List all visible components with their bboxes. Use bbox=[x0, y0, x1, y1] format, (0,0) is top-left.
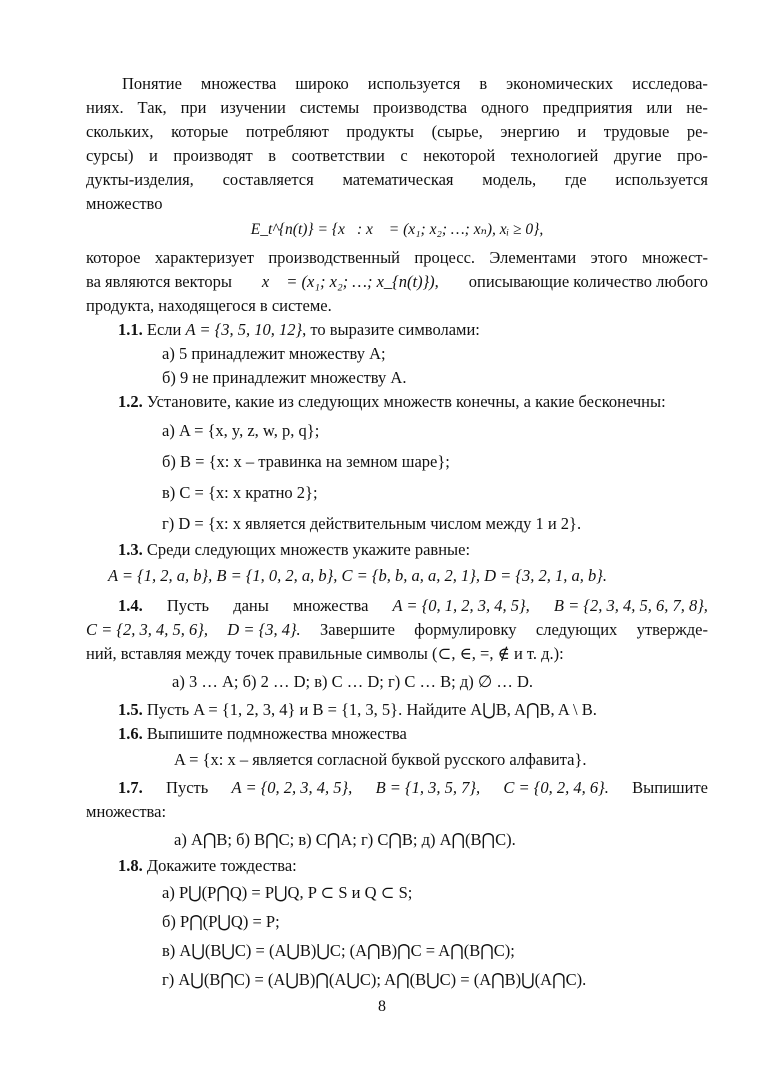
word: ниях. bbox=[86, 98, 124, 117]
problem-1-8-c: в) A⋃(B⋃C) = (A⋃B)⋃C; (A⋂B)⋂C = A⋂(B⋂C); bbox=[162, 941, 515, 960]
word: дукты-изделия, bbox=[86, 170, 194, 189]
word: технологией bbox=[510, 146, 599, 165]
word: модель, bbox=[482, 170, 537, 189]
formula: D = {3, 4}. bbox=[227, 620, 301, 639]
word: изучении bbox=[220, 98, 286, 117]
word: формулировку bbox=[414, 620, 517, 639]
word: Элементами bbox=[489, 248, 577, 267]
problem-1-4-line-3: ний, вставляя между точек правильные символы (⊂, ∈, =, ∉ и т. д.): bbox=[86, 644, 564, 663]
word: Выпишите bbox=[632, 778, 708, 797]
intro-line-5 bbox=[86, 170, 708, 190]
intro-line-8 bbox=[86, 272, 708, 292]
word: с bbox=[400, 146, 408, 165]
problem-1-2-c: в) C = {x: x кратно 2}; bbox=[162, 483, 318, 502]
word: энергию bbox=[500, 122, 560, 141]
word: Понятие bbox=[122, 74, 182, 93]
problem-1-7-items: а) A⋂B; б) B⋂C; в) C⋂A; г) C⋂B; д) A⋂(B⋂C). bbox=[174, 830, 516, 849]
text: Пусть A = {1, 2, 3, 4} и B = {1, 3, 5}. Найдите A⋃B, A⋂B, A \ B. bbox=[146, 700, 597, 719]
text: , то выразите символами: bbox=[302, 320, 480, 339]
word: системы bbox=[299, 98, 360, 117]
text: описывающие количество любого bbox=[468, 272, 708, 291]
word: используется bbox=[367, 74, 461, 93]
problem-1-8-b: б) P⋂(P⋃Q) = P; bbox=[162, 912, 280, 931]
problem-1-4-line-1 bbox=[118, 596, 708, 616]
word: даны bbox=[233, 596, 269, 615]
word: процесс. bbox=[414, 248, 476, 267]
word: следующих bbox=[535, 620, 618, 639]
formula-vector-x: x⃗ = (x₁; x₂; …; x_{n(t)}), bbox=[261, 272, 439, 291]
problem-1-6 bbox=[118, 724, 407, 744]
word: одного bbox=[481, 98, 529, 117]
word: производственный bbox=[268, 248, 400, 267]
word: Так, bbox=[137, 98, 167, 117]
intro-line-7 bbox=[86, 248, 708, 268]
intro-line-1 bbox=[122, 74, 708, 94]
problem-1-3 bbox=[118, 540, 470, 560]
word: ре- bbox=[686, 122, 708, 141]
intro-line-4 bbox=[86, 146, 708, 166]
word: которое bbox=[86, 248, 141, 267]
text: Среди следующих множеств укажите равные: bbox=[146, 540, 471, 559]
word: не- bbox=[686, 98, 708, 117]
word: которые bbox=[171, 122, 229, 141]
word: или bbox=[646, 98, 673, 117]
word: потребляют bbox=[245, 122, 329, 141]
text: Установите, какие из следующих множеств конечны, а какие бесконечны: bbox=[146, 392, 666, 411]
problem-1-8-d: г) A⋃(B⋂C) = (A⋃B)⋂(A⋃C); A⋂(B⋃C) = (A⋂B)⋃(A⋂C). bbox=[162, 970, 587, 989]
problem-1-5 bbox=[118, 700, 597, 720]
word: множества bbox=[200, 74, 277, 93]
word: (сырье, bbox=[431, 122, 483, 141]
intro-line-9: продукта, находящегося в системе. bbox=[86, 296, 332, 315]
word: множест- bbox=[641, 248, 708, 267]
word: в bbox=[479, 74, 488, 93]
text: Выпишите подмножества множества bbox=[146, 724, 407, 743]
word: экономических bbox=[506, 74, 614, 93]
formula-set-e: E_t^{n(t)} = {x⃗: x⃗ = (x₁; x₂; …; xₙ), xᵢ ≥ 0}, bbox=[250, 221, 544, 238]
problem-1-7-line-1 bbox=[118, 778, 708, 798]
problem-1-3-sets: A = {1, 2, a, b}, B = {1, 0, 2, a, b}, C = {b, b, a, a, 2, 1}, D = {3, 2, 1, a, b}. bbox=[108, 566, 607, 585]
word: множества bbox=[292, 596, 369, 615]
formula: B = {2, 3, 4, 5, 6, 7, 8}, bbox=[553, 596, 708, 615]
problem-number: 1.3. bbox=[118, 540, 143, 559]
text: Если bbox=[146, 320, 182, 339]
word: этого bbox=[590, 248, 628, 267]
word: производства bbox=[373, 98, 468, 117]
problem-number: 1.1. bbox=[118, 320, 143, 339]
word: где bbox=[564, 170, 587, 189]
word: сурсы) bbox=[86, 146, 134, 165]
word: составляется bbox=[222, 170, 314, 189]
word: соответствии bbox=[291, 146, 385, 165]
problem-number: 1.2. bbox=[118, 392, 143, 411]
formula: A = {3, 5, 10, 12} bbox=[185, 320, 303, 339]
word: про- bbox=[677, 146, 708, 165]
word: предприятия bbox=[542, 98, 633, 117]
formula: B = {1, 3, 5, 7}, bbox=[375, 778, 481, 797]
word: некоторой bbox=[423, 146, 496, 165]
problem-1-1 bbox=[118, 320, 480, 340]
problem-1-2-b: б) B = {x: x – травинка на земном шаре}; bbox=[162, 452, 450, 471]
word: трудовые bbox=[603, 122, 670, 141]
formula: C = {2, 3, 4, 5, 6}, bbox=[86, 620, 208, 639]
formula: A = {0, 2, 3, 4, 5}, bbox=[231, 778, 353, 797]
problem-number: 1.8. bbox=[118, 856, 143, 875]
problem-1-2 bbox=[118, 392, 666, 412]
word: в bbox=[268, 146, 277, 165]
problem-1-1-a: а) 5 принадлежит множеству A; bbox=[162, 344, 386, 363]
problem-number: 1.5. bbox=[118, 700, 143, 719]
intro-line-6: множество bbox=[86, 194, 163, 213]
problem-number: 1.7. bbox=[118, 778, 143, 797]
problem-1-6-set: A = {x: x – является согласной буквой русского алфавита}. bbox=[174, 750, 587, 769]
word: и bbox=[577, 122, 587, 141]
problem-1-2-a: а) A = {x, y, z, w, p, q}; bbox=[162, 421, 320, 440]
word: Завершите bbox=[320, 620, 395, 639]
text: ва являются векторы bbox=[86, 272, 232, 291]
page-number: 8 bbox=[378, 998, 386, 1015]
formula: A = {0, 1, 2, 3, 4, 5}, bbox=[392, 596, 530, 615]
problem-1-1-b: б) 9 не принадлежит множеству A. bbox=[162, 368, 407, 387]
word: скольких, bbox=[86, 122, 154, 141]
word: Пусть bbox=[166, 778, 209, 797]
problem-1-8-a: а) P⋃(P⋂Q) = P⋃Q, P ⊂ S и Q ⊂ S; bbox=[162, 883, 413, 902]
problem-1-7-line-2: множества: bbox=[86, 802, 167, 821]
problem-number: 1.6. bbox=[118, 724, 143, 743]
problem-1-8 bbox=[118, 856, 297, 876]
problem-1-2-d: г) D = {x: x является действительным числом между 1 и 2}. bbox=[162, 514, 582, 533]
intro-line-3 bbox=[86, 122, 708, 142]
word: Пусть bbox=[166, 596, 210, 615]
problem-number: 1.4. bbox=[118, 596, 143, 615]
problem-1-4-line-2 bbox=[86, 620, 708, 640]
word: продукты bbox=[346, 122, 415, 141]
text: Докажите тождества: bbox=[146, 856, 297, 875]
word: математическая bbox=[342, 170, 454, 189]
formula: C = {0, 2, 4, 6}. bbox=[503, 778, 609, 797]
word: используется bbox=[615, 170, 708, 189]
intro-line-2 bbox=[86, 98, 708, 118]
word: другие bbox=[613, 146, 662, 165]
word: при bbox=[180, 98, 207, 117]
word: характеризует bbox=[154, 248, 254, 267]
word: и bbox=[149, 146, 158, 165]
word: исследова- bbox=[632, 74, 708, 93]
word: производят bbox=[173, 146, 253, 165]
word: утвержде- bbox=[636, 620, 708, 639]
word: широко bbox=[295, 74, 349, 93]
problem-1-4-items: а) 3 … A; б) 2 … D; в) C … D; г) C … B; д) ∅ … D. bbox=[172, 672, 534, 691]
